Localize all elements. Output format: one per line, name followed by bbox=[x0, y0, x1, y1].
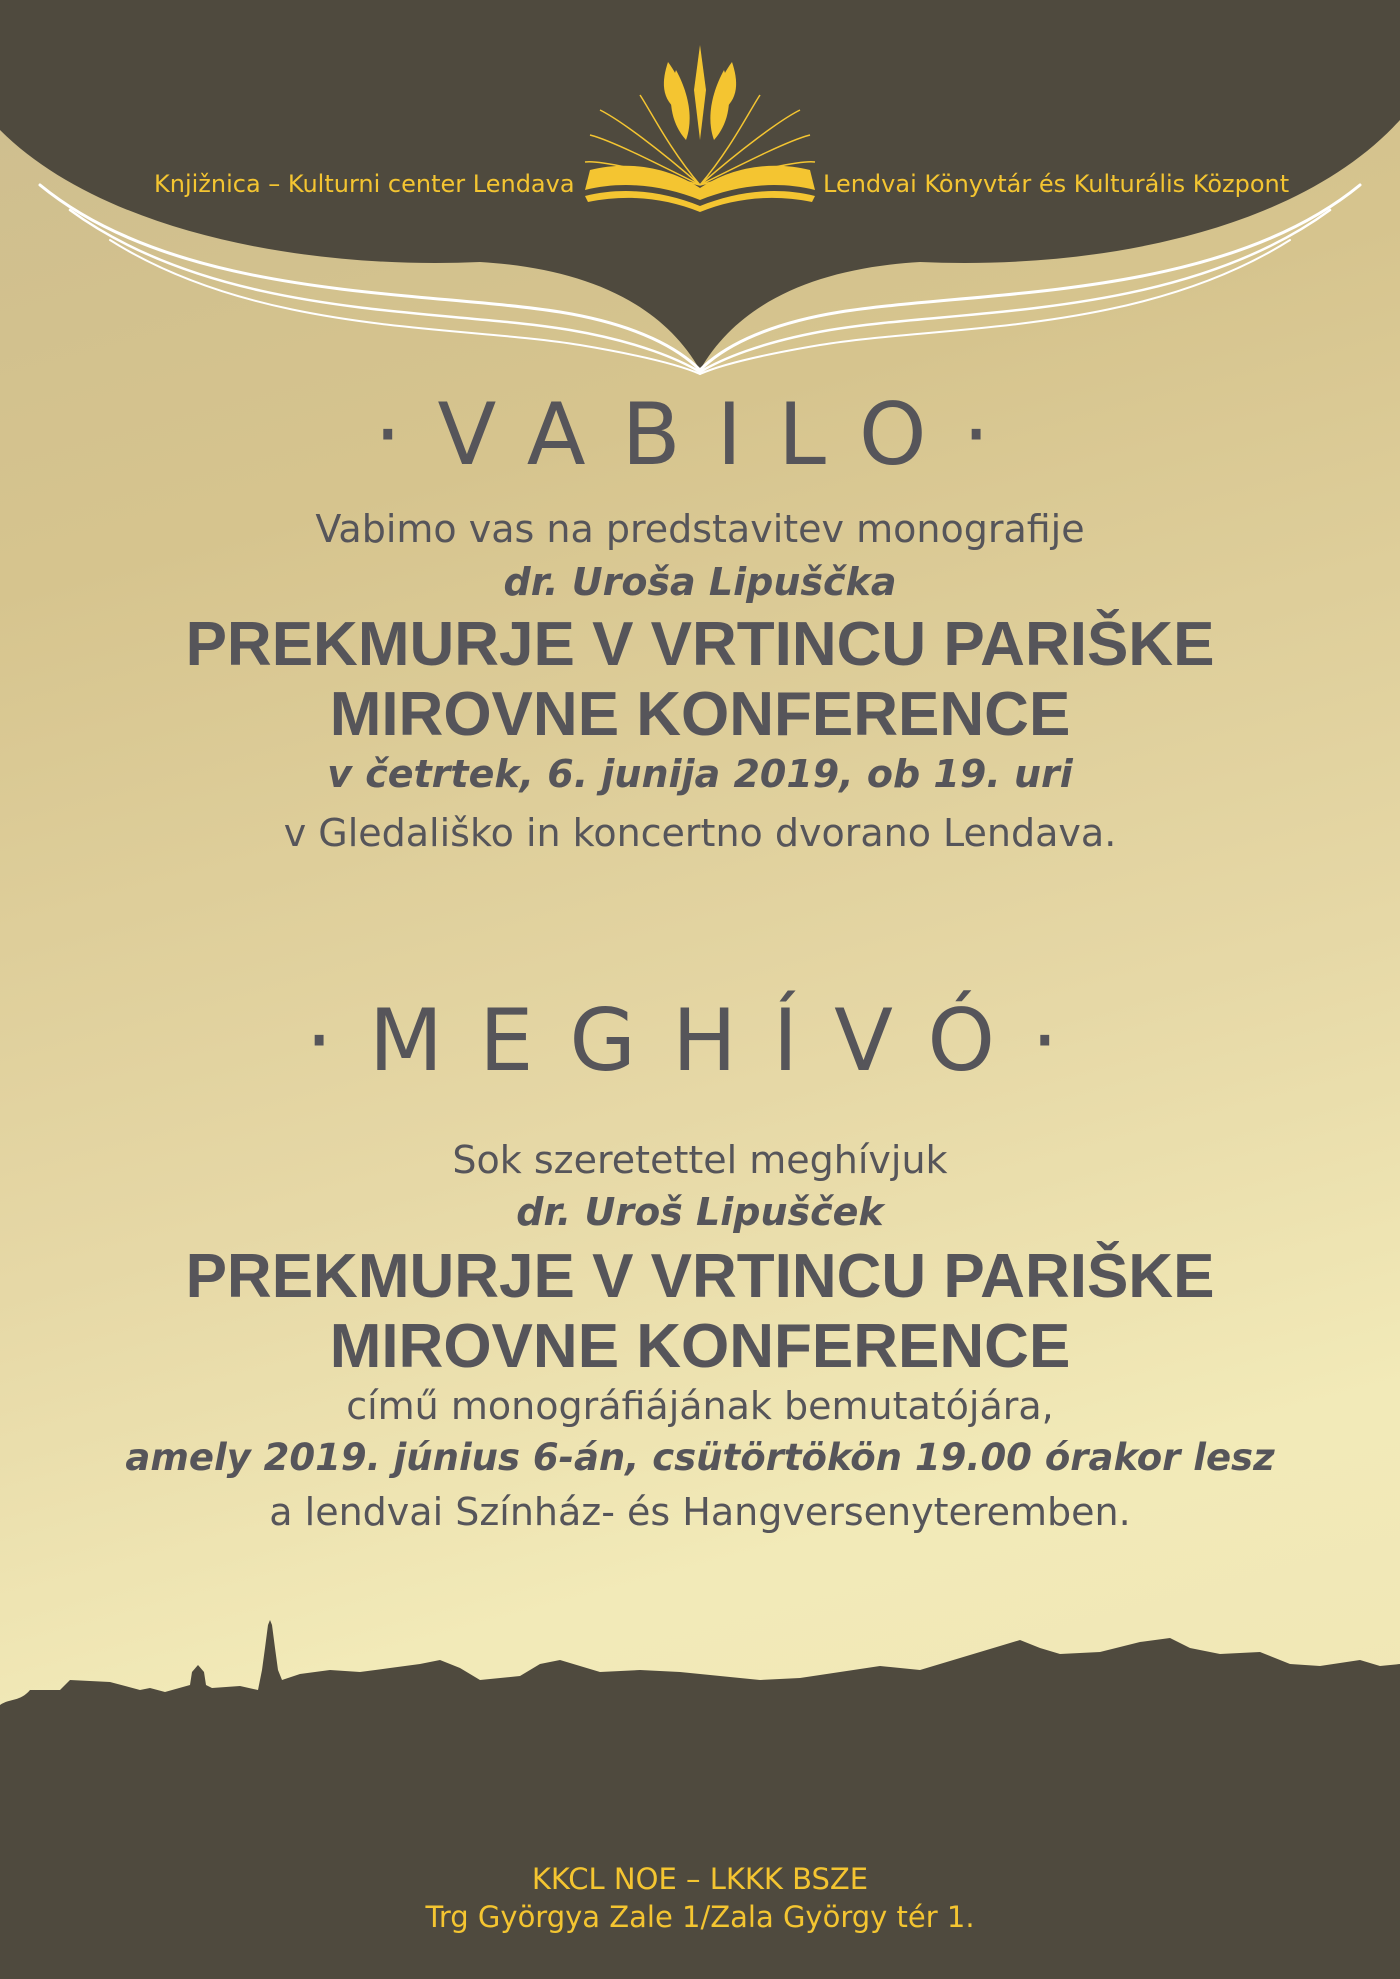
meghivo-heading: ·MEGHÍVÓ· bbox=[305, 991, 1095, 1091]
vabilo-venue: v Gledališko in koncertno dvorano Lendava. bbox=[283, 811, 1117, 855]
vabilo-title-line1: PREKMURJE V VRTINCU PARIŠKE bbox=[185, 610, 1215, 679]
meghivo-author: dr. Uroš Lipušček bbox=[516, 1190, 884, 1234]
meghivo-subtitle: című monográfiájának bemutatójára, bbox=[346, 1384, 1054, 1428]
vabilo-date: v četrtek, 6. junija 2019, ob 19. uri bbox=[327, 752, 1073, 796]
meghivo-title-line2: MIROVNE KONFERENCE bbox=[329, 1312, 1071, 1381]
header-left-text: Knjižnica – Kulturni center Lendava bbox=[154, 170, 575, 198]
vabilo-title-line2: MIROVNE KONFERENCE bbox=[329, 680, 1071, 749]
vabilo-heading: ·VABILO· bbox=[374, 385, 1026, 485]
footer-org: KKCL NOE – LKKK BSZE bbox=[531, 1862, 869, 1896]
meghivo-intro: Sok szeretettel meghívjuk bbox=[452, 1138, 948, 1182]
header-right-text: Lendvai Könyvtár és Kulturális Központ bbox=[823, 170, 1290, 198]
footer-address: Trg Györgya Zale 1/Zala György tér 1. bbox=[425, 1900, 975, 1934]
vabilo-intro: Vabimo vas na predstavitev monografije bbox=[315, 507, 1085, 551]
meghivo-title-line1: PREKMURJE V VRTINCU PARIŠKE bbox=[185, 1242, 1215, 1311]
vabilo-author: dr. Uroša Lipuščka bbox=[503, 560, 897, 604]
meghivo-venue: a lendvai Színház- és Hangversenyteremben. bbox=[269, 1490, 1131, 1534]
meghivo-date: amely 2019. június 6-án, csütörtökön 19.00 órakor lesz bbox=[125, 1436, 1275, 1479]
